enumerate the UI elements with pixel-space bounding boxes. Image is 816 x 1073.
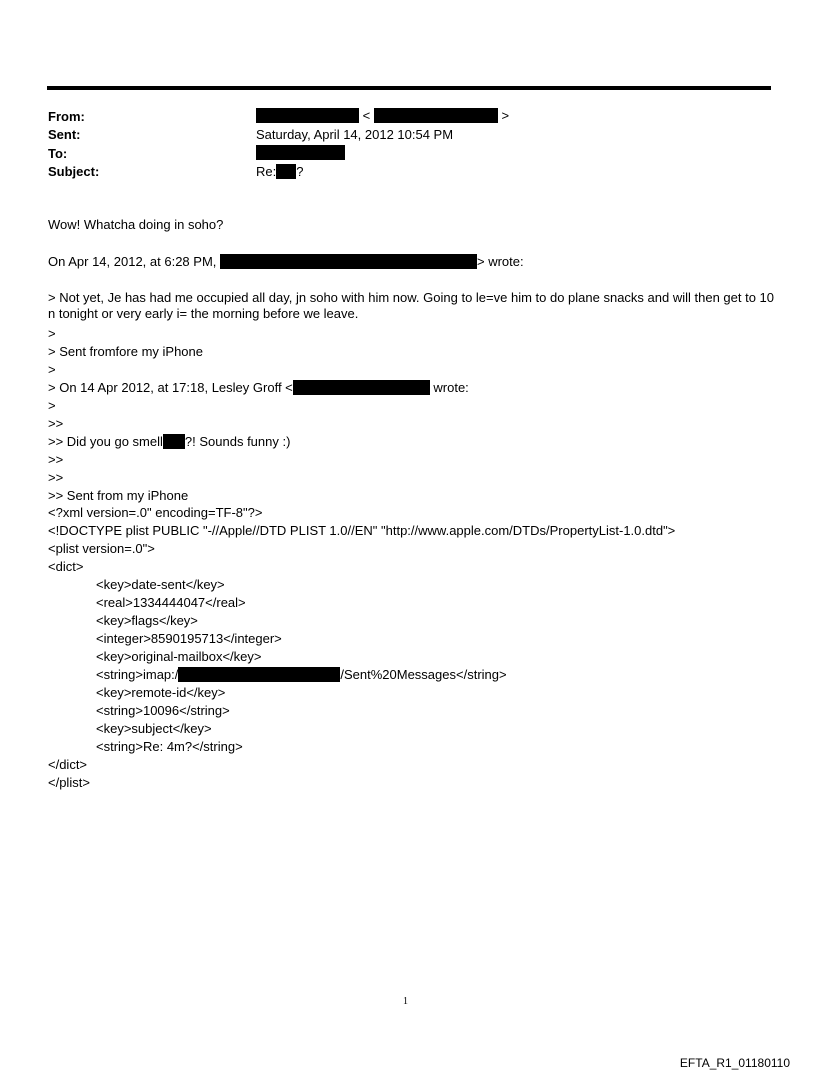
plist-close: </plist> [48, 775, 90, 790]
redaction-block [256, 108, 359, 123]
to-value [256, 144, 345, 161]
from-label: From: [48, 109, 85, 124]
nested-attribution [48, 380, 469, 396]
subject-suffix: ? [296, 164, 304, 179]
quoted-message: > Not yet, Je has had me occupied all day, jn soho with him now. Going to le=ve him to do plane snacks and will then get to 10 n tonight or very early i= the morning before we leave. [48, 290, 775, 321]
subject-prefix: Re: [256, 164, 277, 179]
to-label: To: [48, 146, 68, 161]
redaction-block [178, 667, 340, 682]
quote-marker: >> [48, 452, 64, 467]
nested-attribution-prefix: > On 14 Apr 2012, at 17:18, Lesley Groff < [48, 380, 293, 395]
redaction-block [220, 254, 477, 269]
nested-attribution-suffix: wrote: [433, 380, 469, 395]
quote-attribution [48, 254, 524, 270]
redaction-block [374, 108, 498, 123]
from-value [256, 107, 509, 124]
redaction-block [276, 164, 296, 179]
plist-doctype: <!DOCTYPE plist PUBLIC "-//Apple//DTD PLIST 1.0//EN" "http://www.apple.com/DTDs/PropertyList-1.0.dtd"> [48, 523, 676, 538]
plist-line: <real>1334444047</real> [96, 595, 246, 610]
redaction-block [163, 434, 185, 449]
dict-close: </dict> [48, 757, 88, 772]
redaction-block [256, 145, 345, 160]
quote-marker: >> [48, 470, 64, 485]
plist-line-mailbox [96, 667, 507, 683]
document-id: EFTA_R1_01180110 [679, 1056, 790, 1070]
nested-signature: >> Sent from my iPhone [48, 488, 189, 503]
reply-text: Wow! Whatcha doing in soho? [48, 217, 224, 232]
plist-line: <key>flags</key> [96, 613, 198, 628]
nested-message-suffix: ?! Sounds funny :) [184, 434, 291, 449]
plist-line: <key>remote-id</key> [96, 685, 226, 700]
nested-message-prefix: >> Did you go smell [48, 434, 163, 449]
plist-line: <string>Re: 4m?</string> [96, 739, 243, 754]
quote-marker: > [48, 326, 56, 341]
quoted-signature: > Sent fromfore my iPhone [48, 344, 203, 359]
plist-line: <key>original-mailbox</key> [96, 649, 262, 664]
plist-line: <string>10096</string> [96, 703, 230, 718]
subject-value [256, 163, 303, 180]
quote-marker: >> [48, 416, 64, 431]
plist-line: <integer>8590195713</integer> [96, 631, 282, 646]
mailbox-suffix: /Sent%20Messages</string> [340, 667, 507, 682]
sent-value: Saturday, April 14, 2012 10:54 PM [256, 127, 454, 142]
attribution-prefix: On Apr 14, 2012, at 6:28 PM, [48, 254, 217, 269]
nested-quoted-message [48, 434, 290, 450]
xml-declaration: <?xml version=.0" encoding=TF-8"?> [48, 505, 263, 520]
from-lt: < [362, 108, 371, 123]
quote-marker: > [48, 398, 56, 413]
page-number: 1 [403, 996, 408, 1007]
plist-line: <key>subject</key> [96, 721, 212, 736]
dict-open: <dict> [48, 559, 84, 574]
mailbox-prefix: <string>imap:/ [96, 667, 179, 682]
header-rule [47, 86, 771, 90]
sent-label: Sent: [48, 127, 81, 142]
from-gt: > [501, 108, 510, 123]
subject-label: Subject: [48, 164, 100, 179]
plist-open: <plist version=.0"> [48, 541, 155, 556]
attribution-suffix: > wrote: [477, 254, 524, 269]
redaction-block [293, 380, 430, 395]
quote-marker: > [48, 362, 56, 377]
plist-line: <key>date-sent</key> [96, 577, 225, 592]
